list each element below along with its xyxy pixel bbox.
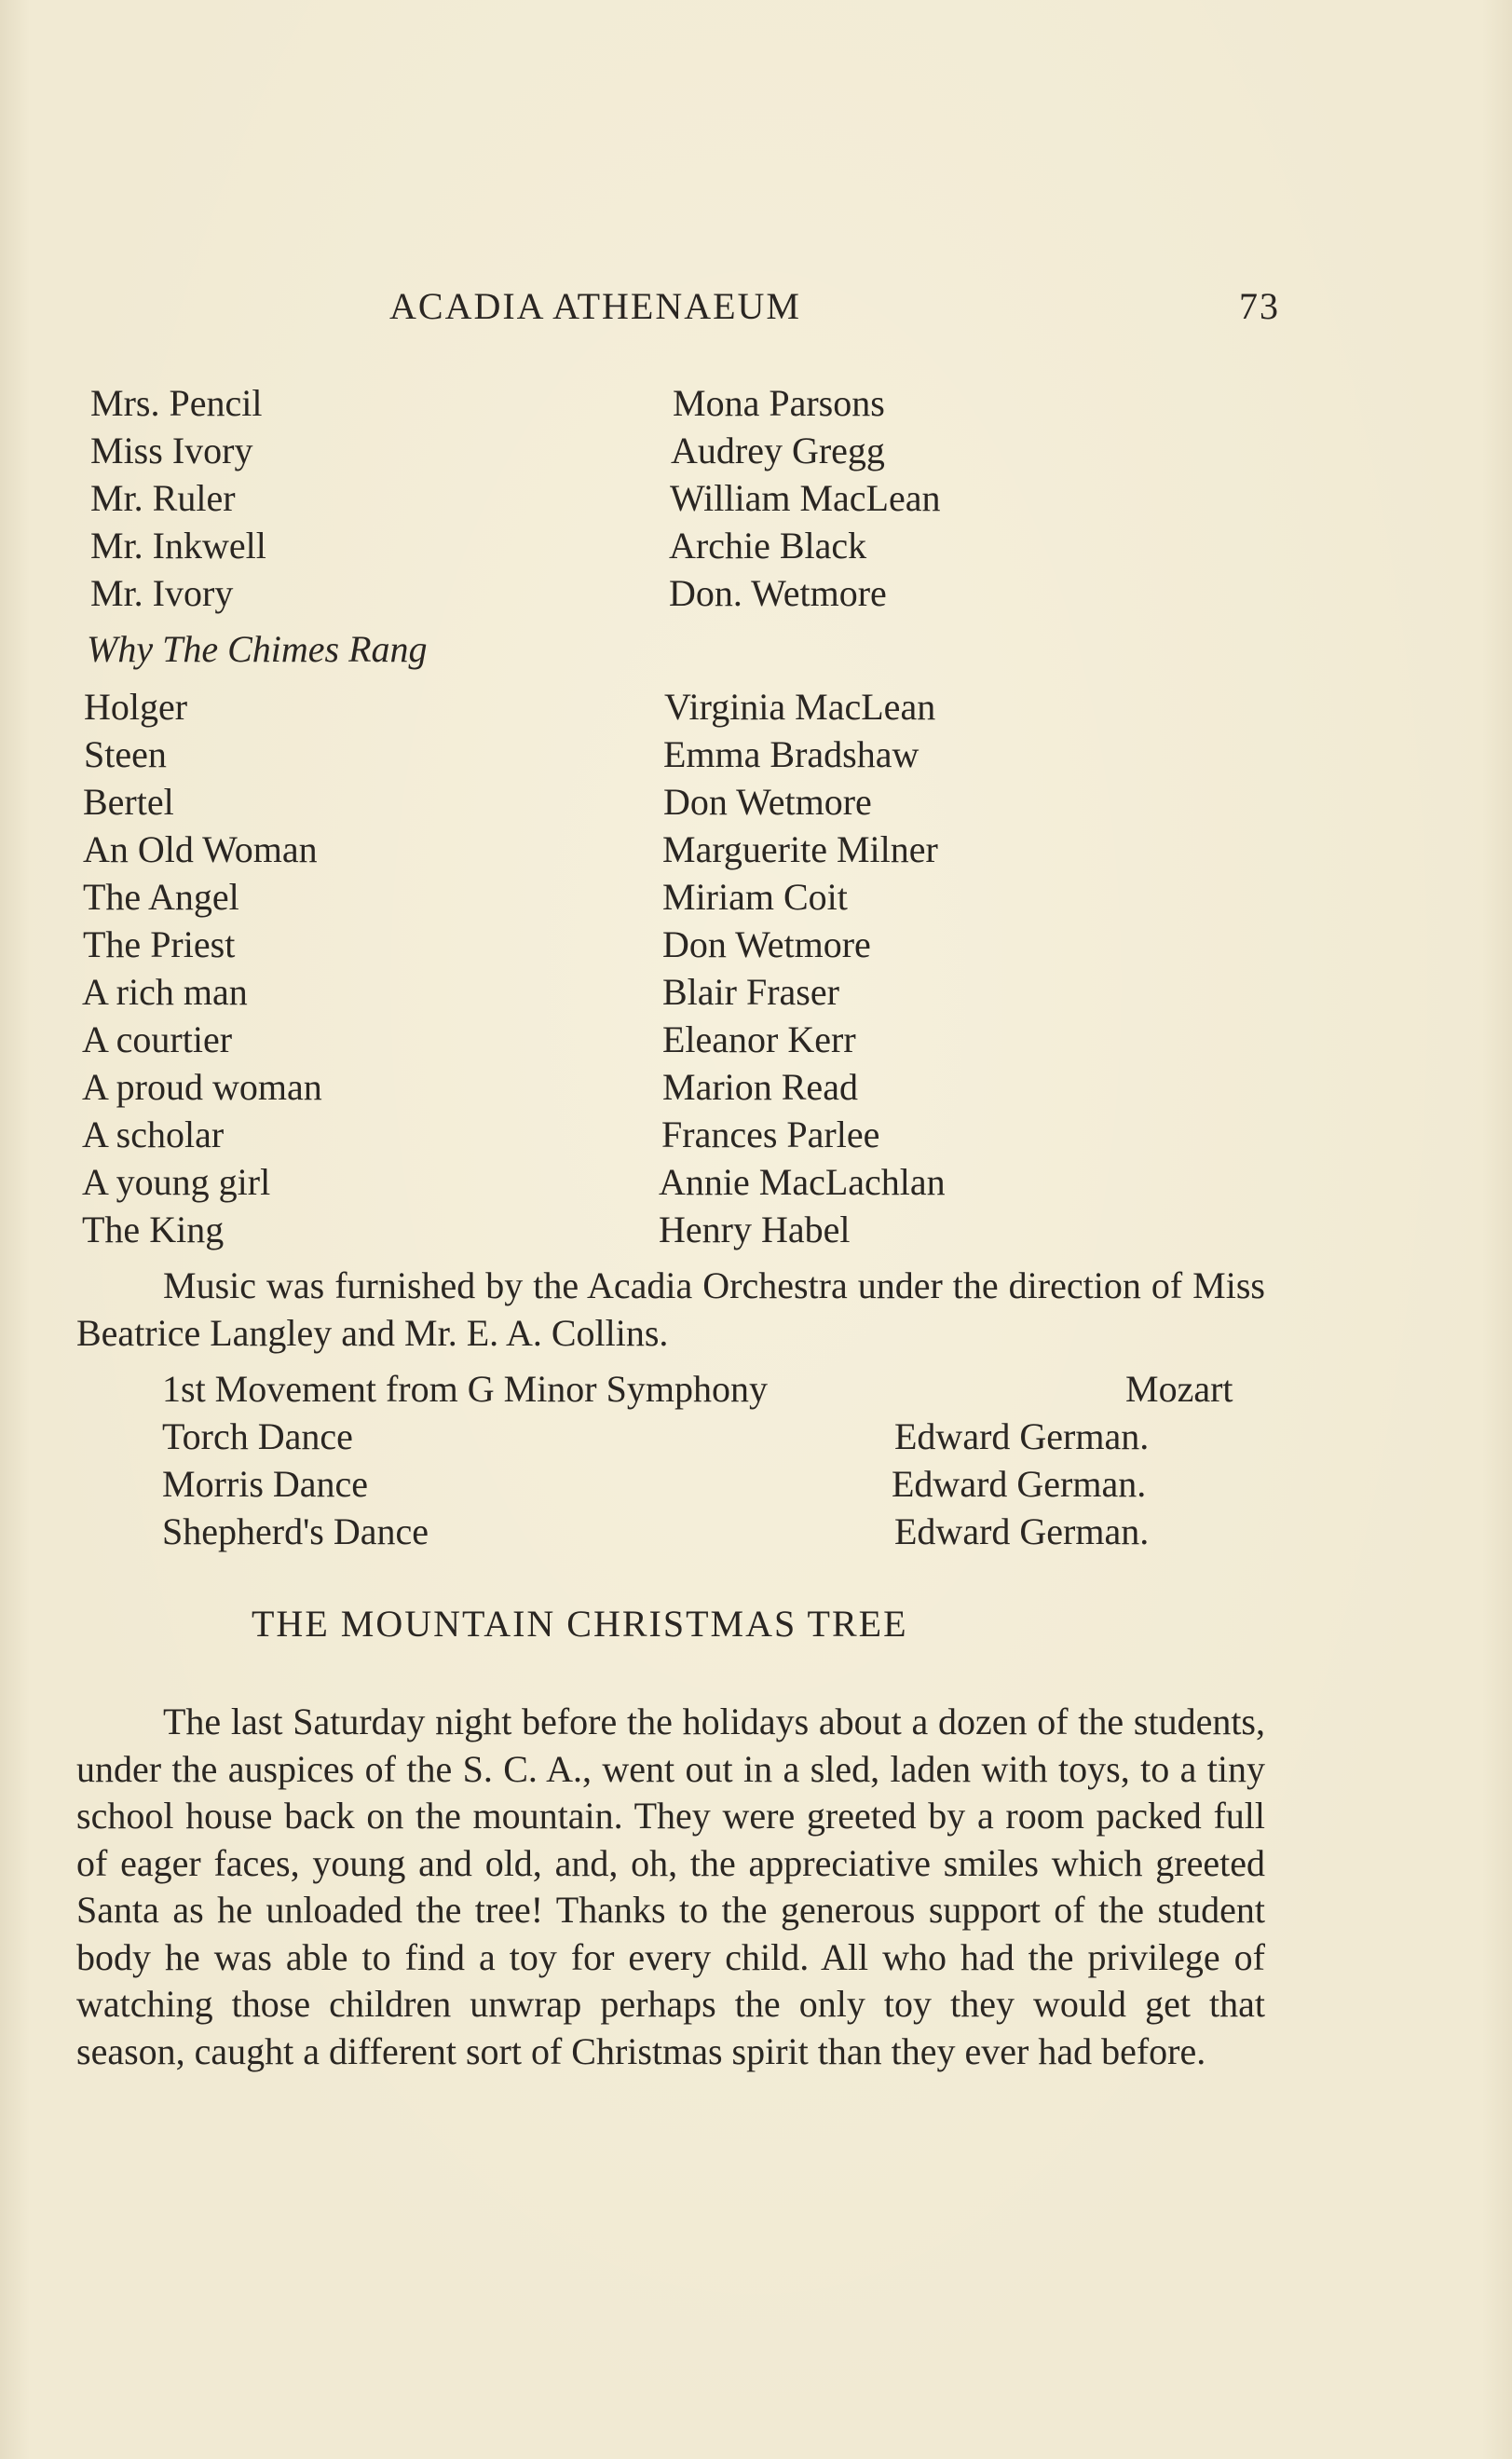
role-name: A proud woman <box>82 1066 322 1108</box>
actor-name: Emma Bradshaw <box>663 733 919 775</box>
actor-name: Annie MacLachlan <box>659 1161 946 1203</box>
actor-name: Henry Habel <box>659 1209 851 1250</box>
role-name: The King <box>82 1209 225 1250</box>
actor-name: Don. Wetmore <box>669 572 887 614</box>
actor-name: Marguerite Milner <box>662 828 938 870</box>
music-composer: Edward German. <box>894 1510 1150 1552</box>
music-program-item <box>162 1414 1150 1460</box>
section-heading: THE MOUNTAIN CHRISTMAS TREE <box>252 1603 908 1645</box>
actor-name: Virginia MacLean <box>664 686 936 728</box>
role-name: Miss Ivory <box>90 430 253 471</box>
actor-name: Mona Parsons <box>673 382 885 424</box>
role-name: Mr. Ruler <box>90 477 236 519</box>
role-name: Mrs. Pencil <box>90 382 263 424</box>
role-name: A scholar <box>82 1113 225 1155</box>
play-title: Why The Chimes Rang <box>87 628 428 670</box>
story-paragraph: The last Saturday night before the holidays about a dozen of the students, under the auspices of the S. C. A., went out in a sled, laden with toys, to a tiny school house back on the mountain. They were greeted by a room packed full of eager faces, young and old, and, oh, the appreciative smiles which greeted Santa as he unloaded the tree! Thanks to the generous support of the student body he was able to find a toy for every child. All who had the privilege of watching those children unwrap perhaps the only toy they would get that season, caught a different sort of Christmas spirit than they ever had before. <box>76 1701 1265 2072</box>
role-name: Holger <box>84 686 188 728</box>
music-composer: Edward German. <box>894 1415 1150 1457</box>
music-composer: Mozart <box>1125 1368 1233 1410</box>
music-paragraph: Music was furnished by the Acadia Orchestra under the direction of Miss Beatrice Langley and Mr. E. A. Collins. <box>76 1264 1265 1354</box>
music-program-item <box>162 1509 1150 1555</box>
role-name: A courtier <box>82 1018 233 1060</box>
actor-name: Don Wetmore <box>663 781 872 823</box>
actor-name: Archie Black <box>669 525 867 567</box>
running-header <box>0 284 1512 336</box>
actor-name: Frances Parlee <box>661 1113 880 1155</box>
actor-name: Blair Fraser <box>662 971 839 1013</box>
music-program-item <box>162 1366 1233 1413</box>
page-number: 73 <box>1239 285 1280 327</box>
actor-name: Audrey Gregg <box>671 430 885 471</box>
role-name: A young girl <box>82 1161 271 1203</box>
role-name: Bertel <box>83 781 174 823</box>
role-name: Mr. Inkwell <box>90 525 266 567</box>
music-piece: 1st Movement from G Minor Symphony <box>162 1368 768 1410</box>
actor-name: Marion Read <box>662 1066 858 1108</box>
music-piece: Torch Dance <box>162 1415 353 1457</box>
role-name: Mr. Ivory <box>90 572 234 614</box>
actor-name: Don Wetmore <box>662 923 871 965</box>
actor-name: Miriam Coit <box>662 876 848 918</box>
role-name: The Priest <box>83 923 236 965</box>
role-name: Steen <box>84 733 167 775</box>
music-program-item <box>162 1461 1147 1508</box>
role-name: An Old Woman <box>83 828 318 870</box>
music-piece: Morris Dance <box>162 1463 369 1505</box>
journal-title: ACADIA ATHENAEUM <box>389 285 801 327</box>
role-name: A rich man <box>82 971 248 1013</box>
actor-name: William MacLean <box>670 477 941 519</box>
music-piece: Shepherd's Dance <box>162 1510 429 1552</box>
role-name: The Angel <box>83 876 239 918</box>
actor-name: Eleanor Kerr <box>662 1018 856 1060</box>
music-composer: Edward German. <box>892 1463 1147 1505</box>
